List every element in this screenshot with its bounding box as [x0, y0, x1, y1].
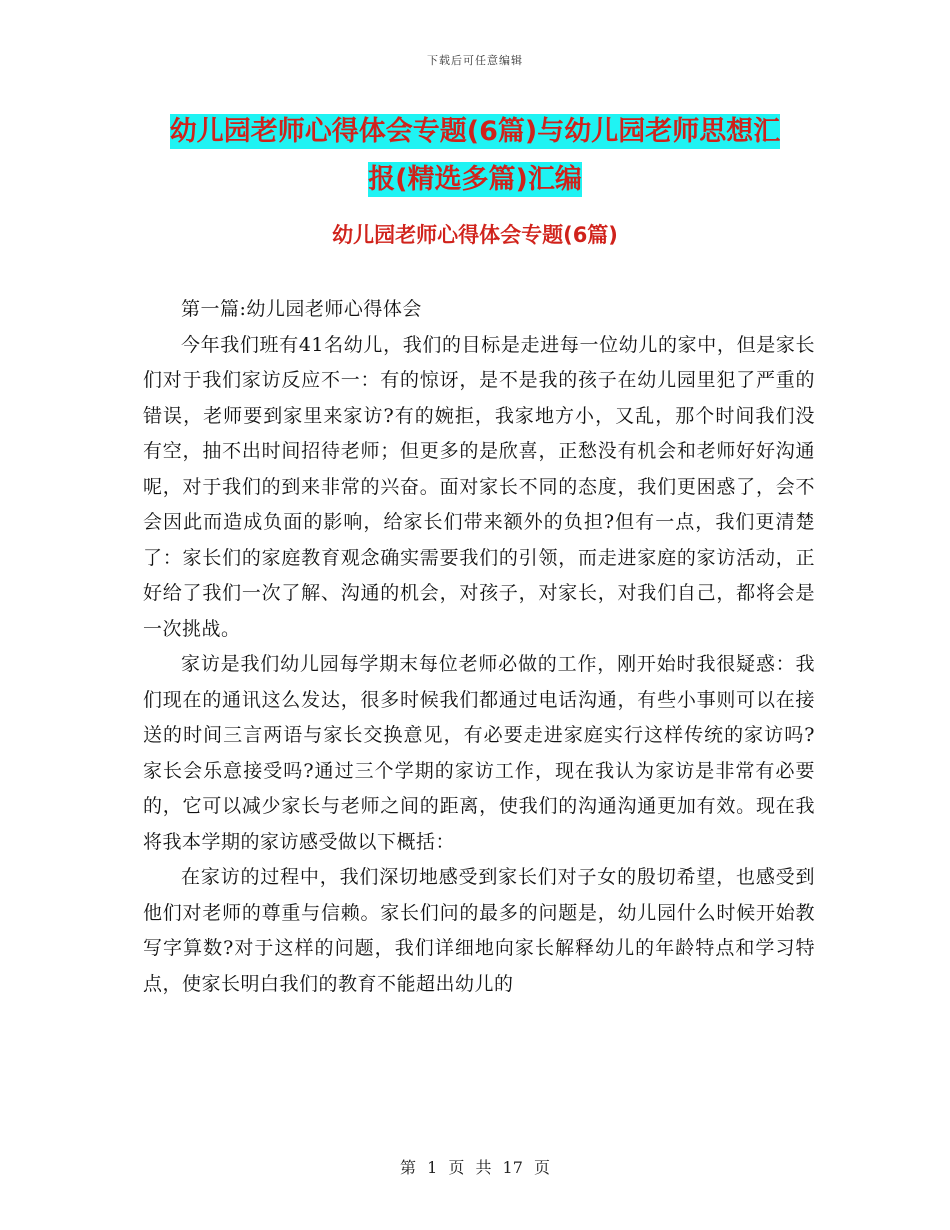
section-title: 幼儿园老师心得体会专题(6篇) — [332, 223, 618, 247]
header-note: 下载后可任意编辑 — [427, 54, 523, 67]
page-footer: 第 1 页 共 17 页 — [400, 1158, 550, 1177]
chapter-heading: 第一篇:幼儿园老师心得体会 — [181, 298, 422, 320]
paragraph: 今年我们班有41名幼儿，我们的目标是走进每一位幼儿的家中，但是家长们对于我们家访反应不一：有的惊讶，是不是我的孩子在幼儿园里犯了严重的错误，老师要到家里来家访?有的婉拒，我家地方小，又乱，那个时间我们没有空，抽不出时间招待老师；但更多的是欣喜，正愁没有机会和老师好好沟通呢，对于我们的到来非常的兴奋。面对家长不同的态度，我们更困惑了，会不会因此而造成负面的影响，给家长们带来额外的负担?但有一点，我们更清楚了：家长们的家庭教育观念确实需要我们的引领，而走进家庭的家访活动，正好给了我们一次了解、沟通的机会，对孩子，对家长，对我们自己，都将会是一次挑战。 — [143, 333, 815, 640]
title-line-1: 幼儿园老师心得体会专题(6篇)与幼儿园老师思想汇 — [169, 116, 781, 147]
paragraph: 在家访的过程中，我们深切地感受到家长们对子女的殷切希望，也感受到他们对老师的尊重与信赖。家长们问的最多的问题是，幼儿园什么时候开始教写字算数?对于这样的问题，我们详细地向家长解释幼儿的年龄特点和学习特点，使家长明白我们的教育不能超出幼儿的 — [143, 866, 815, 995]
paragraph: 家访是我们幼儿园每学期末每位老师必做的工作，刚开始时我很疑惑：我们现在的通讯这么发达，很多时候我们都通过电话沟通，有些小事则可以在接送的时间三言两语与家长交换意见，有必要走进家庭实行这样传统的家访吗?家长会乐意接受吗?通过三个学期的家访工作，现在我认为家访是非常有必要的，它可以减少家长与老师之间的距离，使我们的沟通沟通更加有效。现在我将我本学期的家访感受做以下概括： — [143, 653, 815, 853]
document-title — [0, 108, 950, 204]
title-line-2: 报(精选多篇)汇编 — [368, 164, 582, 195]
document-body — [143, 292, 815, 1002]
